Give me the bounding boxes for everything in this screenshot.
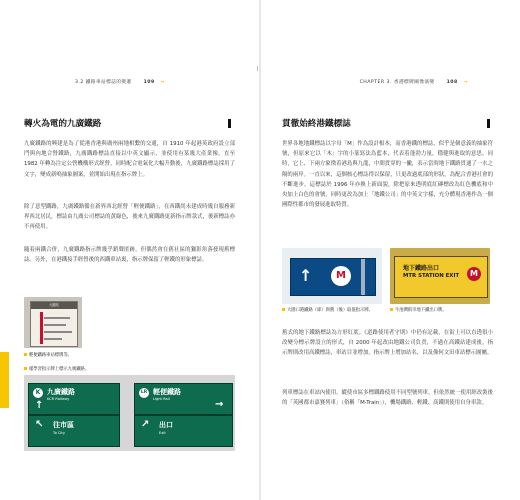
mtr-logo-board [290,258,376,296]
left-page-number: 108 [446,80,458,85]
arrow-right-icon: → [215,399,224,410]
station-board-header: 大圍站 [31,302,77,309]
green-sign-city [28,415,120,447]
left-paragraph-3: 隨着兩鐵合併，九廣鐵路指示牌幾乎銷聲匿跡，但偶然會在舊社區的獵影角落發現舊標誌。另外，在港鐵接手經營後的西鐵車站裏，指示牌保留了輕鐵的形象標誌。 [24,247,235,264]
arrow-up-right-icon: ↗ [141,419,150,430]
mtr-logo-icon: M [331,266,351,286]
caption-marker [390,308,393,311]
light-rail-logo-icon: LR [139,388,149,398]
route-line [40,312,43,344]
kcr-logo-icon: K [33,388,43,398]
left-chapter-label: CHAPTER 3. 香港標牌圖像演變 [359,80,435,85]
right-section-title: 貫徹始終港鐵標誌 [282,119,351,129]
right-paragraph-1: 世界各地地鐵標誌以字母「M」作為設計根本，而香港鐵的標誌，似乎是個意義的抽象符號，但原來它以「木」字的小篆寫法為藍本，代表着蓬勃力量，穩健與進取的意思。同時，它上、下兩方象徵着港島與九龍，中間貫穿的一撇，表示當時地下鐵路貫通了一水之隔的兩岸。一直以來，這個核心標誌得以保留，只更改過底部的形狀，為配合香港社會的不斷進步，這標誌於 1996 年亦換上新面貌，除把原來透明底紅磚標改為紅色機底和中央加上白色的會號，同時更改為加上「地鐵公司」的中英文字樣，充分體現香港作為一個國際性都市的發展進取特質。 [282,141,493,209]
left-arrow-icon: → [463,80,468,85]
left-caption-2 [24,366,89,373]
green-sign-cn: 往市區 [53,421,74,429]
right-caption-2 [390,307,447,314]
left-caption-1 [24,352,72,359]
green-sign-exit [134,415,233,447]
green-signs-photo [24,375,235,451]
right-title-bar [487,119,490,128]
station-sign-photo [24,297,82,348]
green-sign-kcr [28,383,120,415]
green-sign-en: KCR Railway [47,397,70,401]
right-caption-1 [282,307,373,314]
stop-line [44,324,66,326]
green-sign-en: To City [53,431,65,435]
right-caption-2-text: 牛池灣街市地下鐵出口牌。 [395,308,447,313]
green-sign-cn: 出口 [159,421,173,429]
left-paragraph-2: 除了意型鐵路，九廣鐵路循在新界西北經營「輕便鐵路」，在西鐵尚未建成時幾自服務新界西北居民，標誌由九廣公司標誌的黃綠色，後來九廣鐵路更新指示牌款式，後新標誌亦不再使用。 [24,204,235,231]
right-paragraph-2: 舊式的地下鐵路標誌為方形紅底。《道路使用者守則》中仍有記載，在街上可以直透很小改變分標示牌設立的形式，自 2000 年起改由地鐵公司負責，不過在高鐵站建成後，指示牌則改用高鐵標誌，車站目並增加，指示牌上增加站名，以及像何文田車站標示圖屬。 [282,330,493,357]
right-running-head [75,79,165,85]
green-sign-en: Light Rail [153,397,170,401]
green-sign-light-rail [134,383,233,415]
arrow-up-left-icon: ↖ [35,419,44,430]
green-sign-cn: 輕便鐵路 [153,388,181,396]
right-caption-1-text: 大圍口港鐵路（即）與舊（後）取值指示牌。 [287,308,373,313]
right-paragraph-3: 列車標誌在車站內使用，縱使市區多標鐵路使用不同型號列車，但依然統一使用經改裝後的「英國都市嘉賽列車」（俗稱「M-Train」），機場鐵路、輕鐵、高鐵則使用自身車款。 [282,390,493,407]
caption-marker [24,353,27,356]
exit-sign-cn: 地下鐵路出口 [403,265,440,272]
mtr-exit-board [394,256,488,298]
stop-line [44,338,62,340]
sign-pole [361,259,365,295]
yellow-side-tab [0,352,9,408]
mtr-red-logo-icon: M [467,267,481,281]
stop-line [44,331,72,333]
left-title-bar [228,119,231,128]
right-arrow-icon: → [160,80,166,85]
caption-marker [282,308,285,311]
arrow-up-icon: ↑ [299,266,313,285]
green-sign-cn: 九廣鐵路 [47,388,75,396]
right-chapter-label: 3.2 鐵路車站標誌的變遷 [75,80,132,85]
exit-sign-en: MTR STATION EXIT [403,273,460,279]
left-paragraph-1: 九廣鐵路的興建是為了從港香港與廣州兩地相繫的交通，自 1910 年起港英政府設立部門與內地合營鐵路，九廣鐵路標誌直接以中英文顯示，並使用有某幾大產業像。直至 1982 年轉為注定公營機構形式經營，同時配合電氣化大幅升動後，九廣鐵路標誌採用了文字，變成新鳴抽象圖案，並開始出現在指示牌上。 [24,141,235,178]
right-page-number: 109 [143,80,155,85]
left-section-title: 轉火為電的九廣鐵路 [24,119,102,129]
stop-line [44,317,70,319]
arrow-up-icon: ↑ [35,400,44,411]
green-sign-en: Exit [159,431,166,435]
left-caption-1-text: 輕便鐵路車站標牌等。 [29,353,72,358]
left-running-head [360,79,468,85]
mtr-exit-sign-photo [390,248,490,304]
caption-marker [24,367,27,370]
left-caption-2-text: 樣學習指示牌上標示九廣鐵路。 [29,367,90,372]
mtr-logo-sign-photo [282,248,382,304]
gutter-mark [257,66,258,71]
